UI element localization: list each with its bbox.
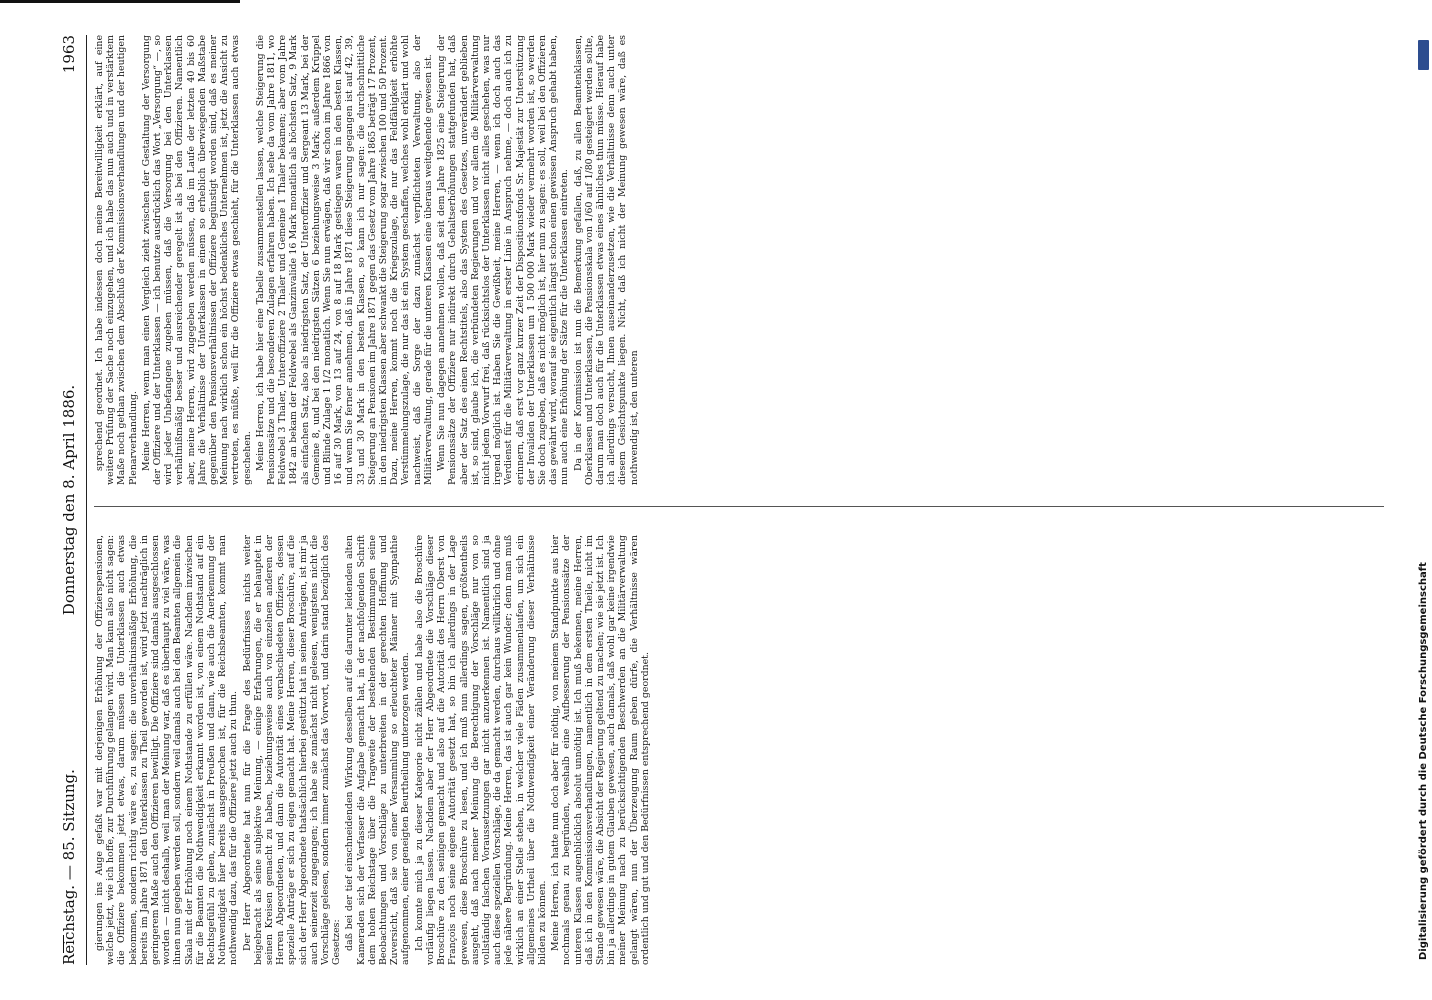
scan-edge-mark	[0, 0, 240, 3]
paragraph: sprechend geordnet. Ich habe indessen doch meine Bereitwilligkeit erklärt, auf eine weitere Prüfung der Sache noch einzugehen, und ich habe das nun auch und in verstärktem Maße noch gethan zwischen dem Abschluß der Kommissionsverhandlungen und der heutigen Plenarverhandlung.	[94, 35, 139, 485]
paragraph: Der Herr Abgeordnete hat nun für die Frage des Bedürfnisses nichts weiter beigebracht als seine subjektive Meinung, — einige Erfahrungen, die er behauptet in seinen Kreisen gemacht zu haben, beziehungsweise auch von einzelnen anderen der Herren Abgeordneten, und dann die Autorität eines verabschiedeten Offiziers, dessen spezielle Anträge er sich zu eigen gemacht hat. Meine Herren, dieser Broschüre, auf die sich der Herr Abgeordnete thatsächlich hierbei gestützt hat in seinen Anträgen, ist mir ja auch seinerzeit zugegangen; ich habe sie zunächst nicht gelesen, wenigstens nicht die Vorschläge gelesen, sondern immer zunächst das Vorwort, und darin stand bezüglich des Gesetzes:	[241, 535, 343, 965]
paragraph: gierungen ins Auge gefaßt war mit derjenigen Erhöhung der Offizierspensionen, welche jetzt, wie ich hoffe, zur Durchführung gelangen wird. Man kann also nicht sagen: die Offiziere bekommen jetzt etwas, darum müssen die Unterklassen auch etwas bekommen, sondern richtig wäre es, zu sagen: die unverhältnismäßige Erhöhung, die bereits im Jahre 1871 den Unterklassen zu Theil geworden ist, wird jetzt nachträglich in geringerem Maße auch den Offizieren bewilligt. Die Offiziere sind damals ausgeschlossen worden — nicht deshalb, weil man der Meinung war, daß es überhaupt zu viel wäre, was ihnen nun gegeben werden soll, sondern weil damals auch bei den Beamten allgemein die Skala mit der Erhöhung noch einem Nothstande zu erfüllen wäre. Nachdem inzwischen für die Beamten die Nothwendigkeit erkannt worden ist, von einem Nothstand auf ein Rechtsgefühl zu gehen, zunächst in Preußen und dann, wie auch die Anerkennung der Nothwendigkeit hier bereits ausgesprochen ist, für die Reichsbeamten, kommt man nothwendig dazu, das für die Offiziere jetzt auch zu thun.	[94, 535, 240, 965]
paragraph: Ich konnte mich ja zu dieser Kategorie nicht zählen und habe also die Broschüre vorläufig liegen lassen. Nachdem aber der Herr Abgeordnete die Vorschläge dieser Broschüre zu den seinigen gemacht und also auf die Autorität des Herrn Oberst von François noch seine eigene Autorität gesetzt hat, so bin ich allerdings in der Lage gewesen, diese Broschüre zu lesen, und ich muß nun allerdings sagen, größtentheils ausgeht, daß nach meiner Meinung die Berechtigung der Vorschläge nur von so vollständig falschen Voraussetzungen gar nicht anzuerkennen ist. Namentlich sind ja auch diese speziellen Vorschläge, die da gemacht werden, durchaus willkürlich und ohne jede nähere Begründung. Meine Herren, das ist auch gar kein Wunder; denn man muß wirklich an einer Stelle stehen, in welcher viele Fäden zusammenlaufen, um sich ein allgemeines Urtheil über die Nothwendigkeit einer Veränderung dieser Verhältnisse bilden zu können.	[413, 535, 548, 965]
paragraph: Da in der Kommission ist nun die Bemerkung gefallen, daß, zu allen Beamtenklassen, Oberklassen und Unterklassen, die Pensionsskala von 1/60 auf 1/80 gesteigert werden sollte, darum man doch auch für die Unterklassen etwas eines ähnliches thun müsse. Hierauf habe ich allerdings versucht, Ihnen auseinanderzusetzen, wie die Verhältnisse denn auch unter diesem Gesichtspunkte liegen. Nicht, daß ich nicht der Meinung gewesen wäre, daß es nothwendig ist, den unteren	[572, 35, 640, 485]
quote-paragraph: daß bei der tief einschneidenden Wirkung desselben auf die darunter leidenden alten Kameraden sich der Verfasser die Aufgabe gemacht hat, in der nachfolgenden Schrift dem hohen Reichstage über die Tragweite der bestehenden Bestimmungen seine Beobachtungen und Vorschläge zu unterbreiten in der gerechten Hoffnung und Zuversicht, daß sie von einer Versammlung so erleuchteter Männer mit Sympathie aufgenommen, einer geneigten Beurtheilung unterzogen werden.	[344, 535, 412, 965]
rotated-newspaper-page	[56, 35, 1396, 965]
text-column-left	[94, 535, 1389, 965]
page-number: 1963	[60, 35, 78, 74]
header-date: Donnerstag den 8. April 1886.	[60, 384, 78, 616]
paragraph: Meine Herren, wenn man einen Vergleich zieht zwischen der Gestaltung der Versorgung der Offiziere und der Unterklassen — ich benutze ausdrücklich das Wort „Versorgung“ —, so wird jeder Unbefangene zugeben müssen, daß die Versorgung bei den Unterklassen verhältnißmäßig besser und ausreichender geregelt ist als bei den Offizieren. Namentlich aber, meine Herren, wird zugegeben werden müssen, daß im Laufe der letzten 40 bis 60 Jahre die Verhältnisse der Unterklassen in einem so erheblich überwiegenden Maßstabe gegenüber den Pensionsverhältnissen der Offiziere begünstigt worden sind, daß es meiner Meinung nach wirklich schon ein höchst bedenkliches Unternehmen ist, jetzt die Ansicht zu vertreten, es müßte, weil für die Offiziere etwas geschieht, für die Unterklassen auch etwas geschehen.	[140, 35, 253, 485]
dfg-logo	[1418, 40, 1429, 70]
header-rule	[86, 35, 87, 965]
column-divider	[94, 506, 1384, 507]
text-column-right	[94, 35, 1389, 485]
paragraph: Meine Herren, ich hatte nun doch aber für nöthig, von meinem Standpunkte aus hier nochmals genau zu begründen, weshalb eine Aufbesserung der Pensionssätze der unteren Klassen augenblicklich absolut unnöthig ist. Ich muß bekennen, meine Herren, daß ich in den Kommissionsverhandlungen, namentlich in dem ersten Theile, nicht im Stande gewesen wäre, die Absicht der Regierung geltend zu machen; wie sie jetzt ist. Ich bin ja allerdings in gutem Glauben gewesen, auch damals, daß wohl gar keine irgendwie meiner Meinung nach zu berücksichtigenden Beschwerden an die Militärverwaltung gelangt wären, nun der Überzeugung Raum geben dürfe, die Verhältnisse wären ordentlich und gut und den Bedürfnissen entsprechend geordnet.	[550, 535, 651, 965]
paragraph: Wenn Sie nun dagegen annehmen wollen, daß seit dem Jahre 1825 eine Steigerung der Pensionssätze der Offiziere nur indirekt durch Gehaltserhöhungen stattgefunden hat, daß aber der Satz des einen Rechtstitels, also das System des Gesetzes, unverändert geblieben ist, so sind, glaube ich, die verbündeten Regierungen und vor allem die Militärverwaltung nicht jedem Vorwurf frei, daß rücksichtslos der Unterklassen nicht alles geschehen, was nur irgend möglich ist. Haben Sie die Gewißheit, meine Herren, — wenn ich doch auch das Verdienst für die Militärverwaltung in erster Linie in Anspruch nehme, — doch auch ich zu erinnern, daß erst vor ganz kurzer Zeit der Dispositionsfonds Sr. Majestät zur Unterstützung der Invaliden der Unterklassen um 1 500 000 Mark wieder vermehrt worden ist, so werden Sie doch zugeben, daß es nicht möglich ist, hier nun zu sagen: es soll, weil bei den Offizieren das gewährt wird, worauf sie eigentlich längst schon einen gewissen Anspruch gehabt haben, nun auch eine Erhöhung der Sätze für die Unterklassen eintreten.	[436, 35, 571, 485]
header-left: Reichstag. — 85. Sitzung.	[60, 769, 78, 965]
digitization-credit: Digitalisierung gefördert durch die Deutsche Forschungsgemeinschaft	[1418, 562, 1429, 960]
paragraph: Meine Herren, ich habe hier eine Tabelle zusammenstellen lassen, welche Steigerung die Pensionssätze und die besonderen Zulagen erfahren haben. Ich sehe da vom Jahre 1811, wo Feldwebel 3 Thaler, Unteroffiziere 2 Thaler und Gemeine 1 Thaler bekamen; aber vom Jahre 1842 an bekam der Feldwebel als Ganzinvalide 16 Mark monatlich als höchsten Satz, 9 Mark als einfachen Satz, also als niedrigsten Satz, der Unteroffizier und Sergeant 13 Mark, bei der Gemeine 8, und bei den niedrigsten Sätzen 6 beziehungsweise 3 Mark; außerdem Krüppel und Blinde Zulage 1 1/2 monatlich. Wenn Sie nun erwägen, daß wir schon im Jahre 1866 von 16 auf 30 Mark, von 13 auf 24, von 8 auf 18 Mark gestiegen waren in den besten Klassen, und wenn Sie ferner annehmen, daß in Jahre 1871 diese Steigerung gegangen ist auf 42, 39, 33 und 30 Mark in den besten Klassen, so kann ich nur sagen: die durchschnittliche Steigerung an Pensionen im Jahre 1871 gegen das Gesetz vom Jahre 1865 beträgt 17 Prozent, in den niedrigsten Klassen aber schwankt die Steigerung sogar zwischen 100 und 50 Prozent. Dazu, meine Herren, kommt noch die Kriegszulage, die nur das Feldfähigkeit erhöhte Verstümmelungszulage, die nur das ist ein System geschaffen, welches wohl erklärt und wohl nachweist, daß die Sorge der dazu zunächst verpflichteten Verwaltung, also der Militärverwaltung, gerade für die unteren Klassen eine überaus weitgehende gewesen ist.	[254, 35, 434, 485]
page-header	[56, 35, 84, 965]
